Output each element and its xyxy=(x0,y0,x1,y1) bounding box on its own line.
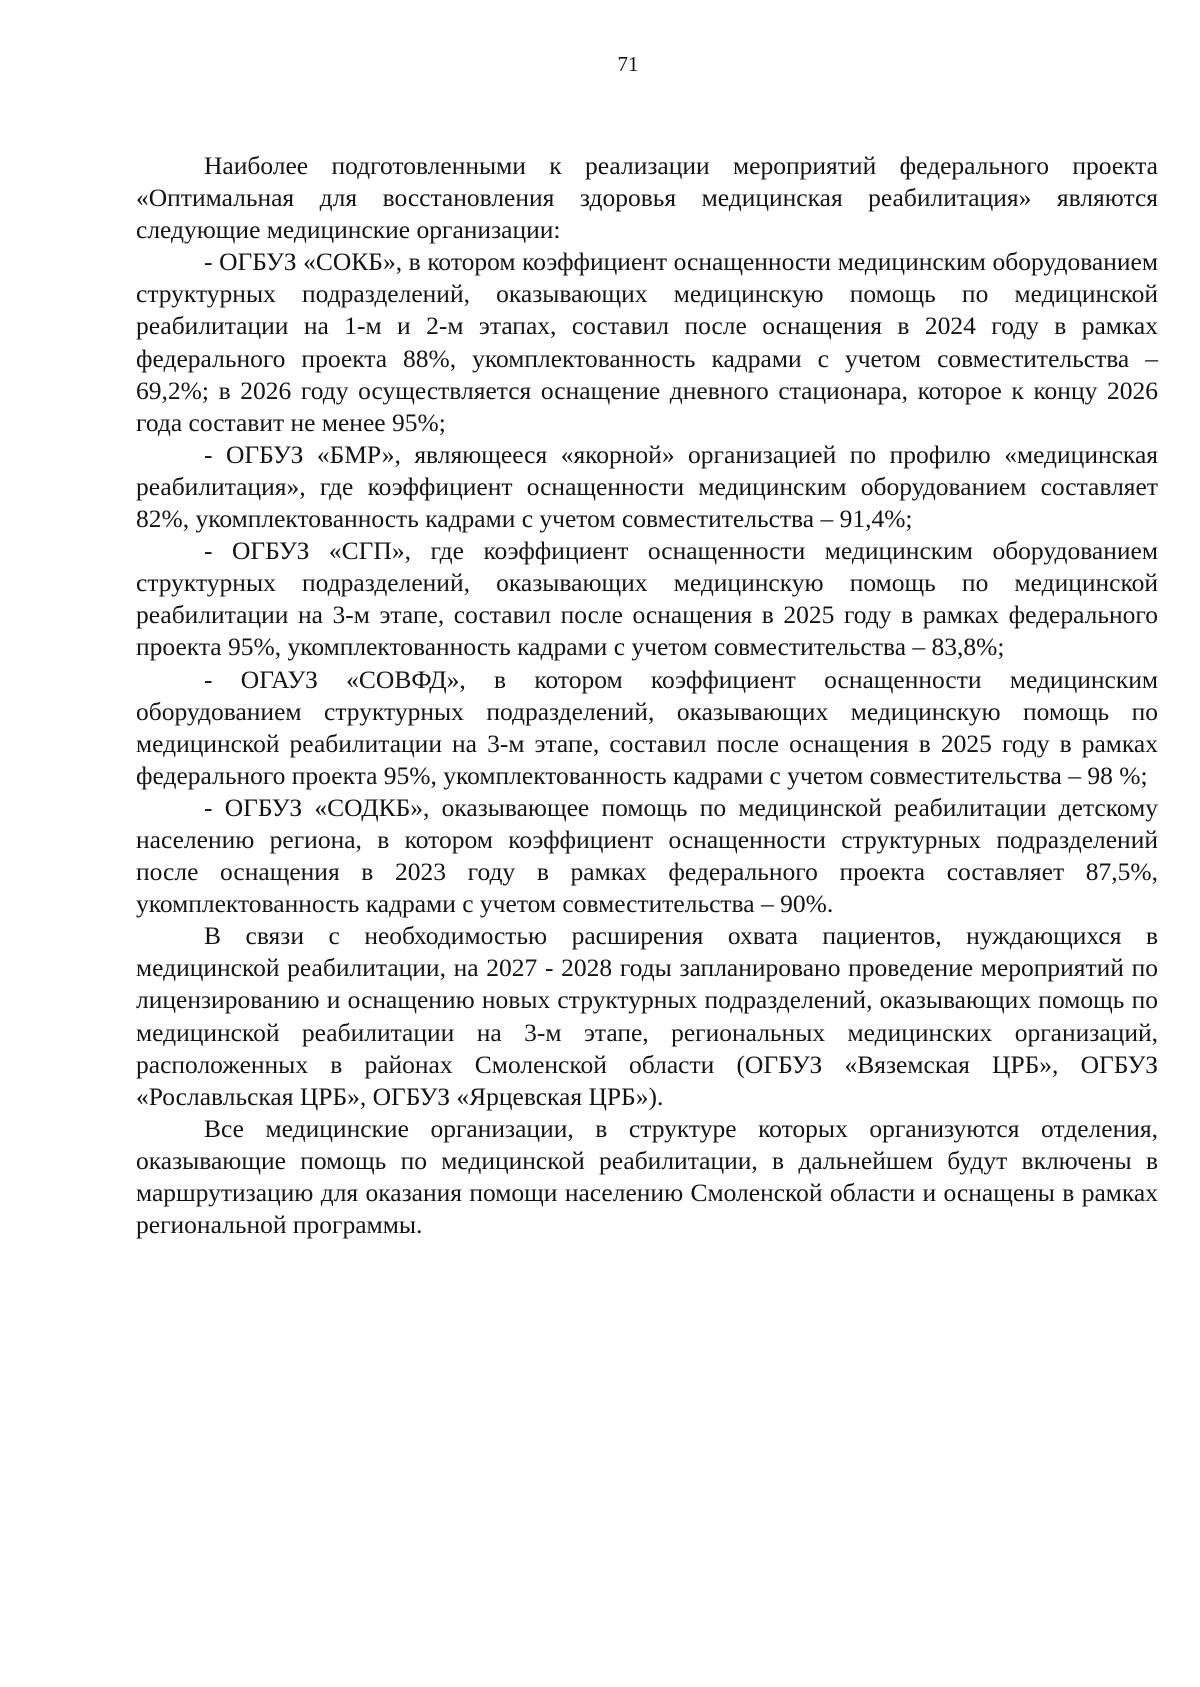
intro-paragraph: Наиболее подготовленными к реализации мероприятий федерального проекта «Оптимальная для восстановления здоровья медицинская реабилитация» являются следующие медицинские организации: xyxy=(136,151,1158,245)
list-item-sokb: - ОГБУЗ «СОКБ», в котором коэффициент оснащенности медицинским оборудованием структурных подразделений, оказывающих медицинскую помощь по медицинской реабилитации на 1-м и 2-м этапах, составил после оснащения в 2024 году в рамках федерального проекта 88%, укомплектованность кадрами с учетом совместительства – 69,2%; в 2026 году осуществляется оснащение дневного стационара, которое к концу 2026 года составит не менее 95%; xyxy=(136,247,1158,437)
conclusion-paragraph: Все медицинские организации, в структуре которых организуются отделения, оказывающие помощь по медицинской реабилитации, в дальнейшем будут включены в маршрутизацию для оказания помощи населению Смоленской области и оснащены в рамках региональной программы. xyxy=(136,1113,1158,1240)
list-item-bmr: - ОГБУЗ «БМР», являющееся «якорной» организацией по профилю «медицинская реабилитация», где коэффициент оснащенности медицинским оборудованием составляет 82%, укомплектованность кадрами с учетом совместительства – 91,4%; xyxy=(136,439,1158,534)
list-item-sodkb: - ОГБУЗ «СОДКБ», оказывающее помощь по медицинской реабилитации детскому населению региона, в котором коэффициент оснащенности структурных подразделений после оснащения в 2023 году в рамках федерального проекта составляет 87,5%, укомплектованность кадрами с учетом совместительства – 90%. xyxy=(136,792,1158,919)
expansion-paragraph: В связи с необходимостью расширения охвата пациентов, нуждающихся в медицинской реабилитации, на 2027 - 2028 годы запланировано проведение мероприятий по лицензированию и оснащению новых структурных подразделений, оказывающих помощь по медицинской реабилитации на 3-м этапе, региональных медицинских организаций, расположенных в районах Смоленской области (ОГБУЗ «Вяземская ЦРБ», ОГБУЗ «Рославльская ЦРБ», ОГБУЗ «Ярцевская ЦРБ»). xyxy=(136,921,1158,1111)
list-item-sgp: - ОГБУЗ «СГП», где коэффициент оснащенности медицинским оборудованием структурных подразделений, оказывающих медицинскую помощь по медицинской реабилитации на 3-м этапе, составил после оснащения в 2025 году в рамках федерального проекта 95%, укомплектованность кадрами с учетом совместительства – 83,8%; xyxy=(136,536,1158,662)
page-number: 71 xyxy=(617,52,639,76)
list-item-sovfd: - ОГАУЗ «СОВФД», в котором коэффициент оснащенности медицинским оборудованием структурных подразделений, оказывающих медицинскую помощь по медицинской реабилитации на 3-м этапе, составил после оснащения в 2025 году в рамках федерального проекта 95%, укомплектованность кадрами с учетом совместительства – 98 %; xyxy=(136,664,1158,790)
document-body xyxy=(136,150,1158,1241)
